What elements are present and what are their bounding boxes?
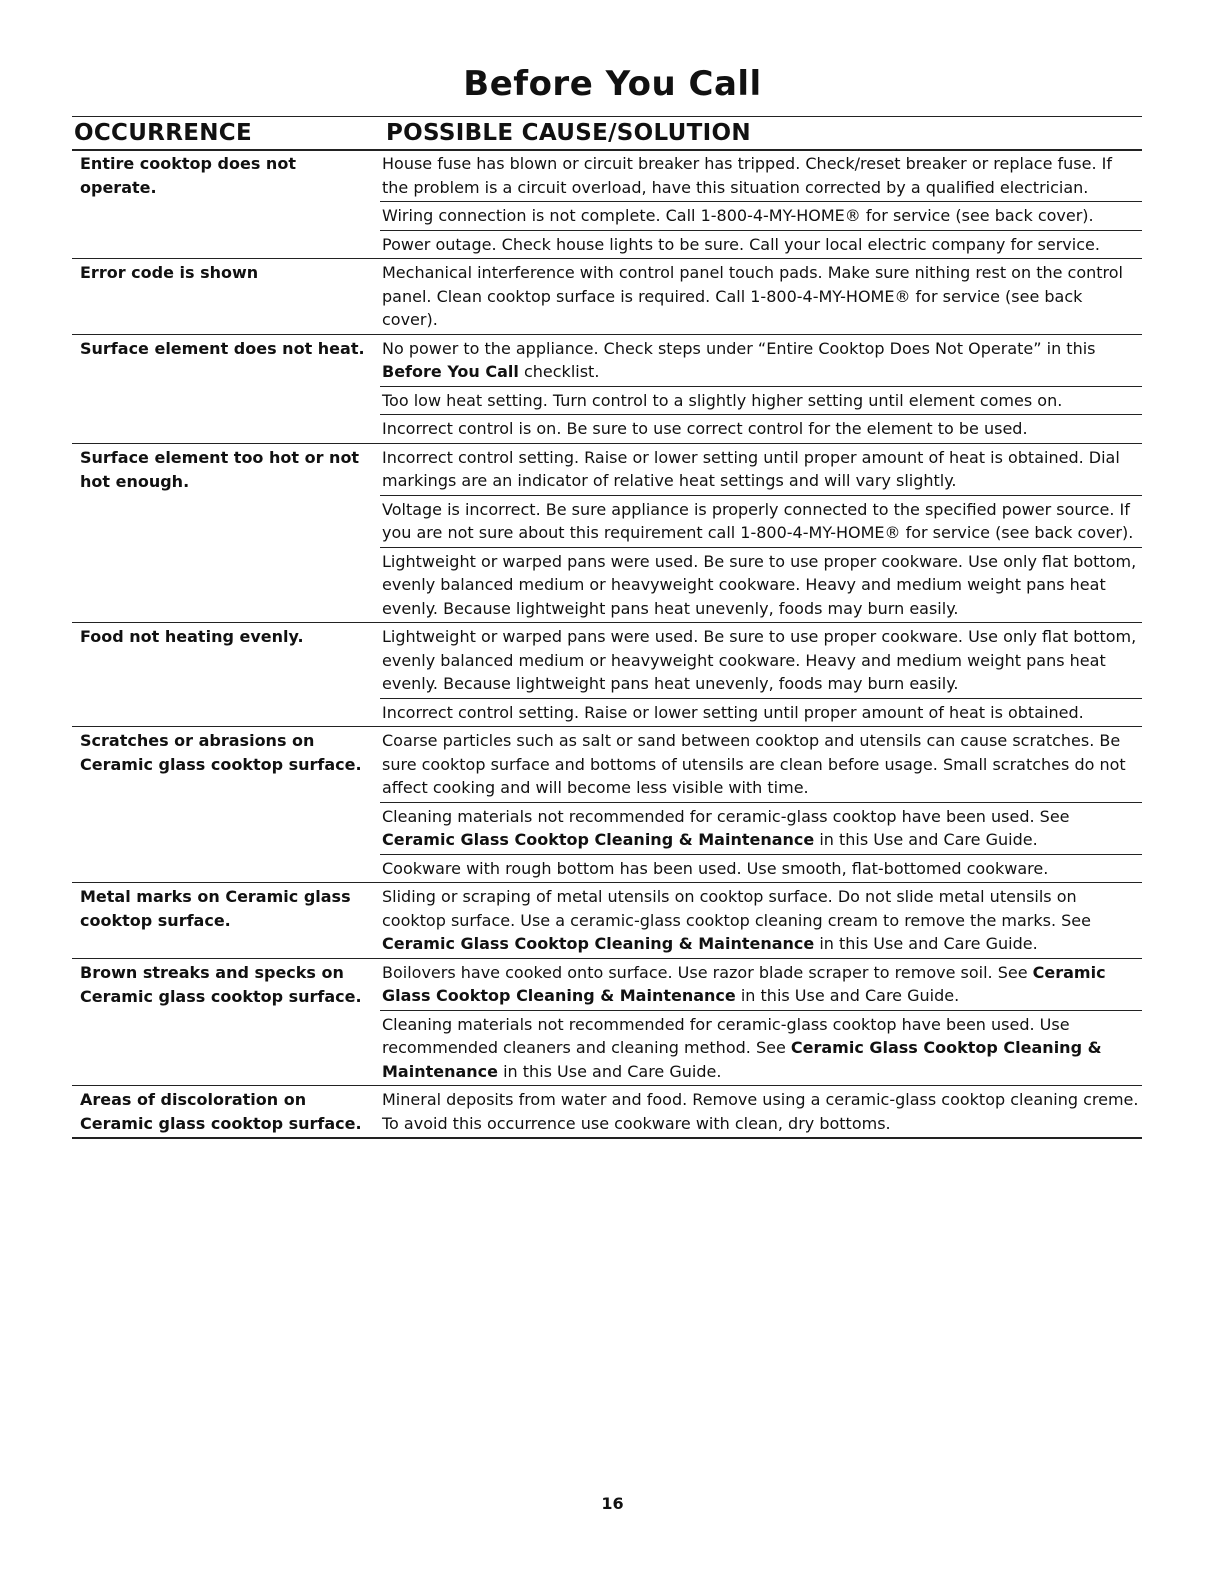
occurrence-label: Food not heating evenly.: [80, 627, 304, 646]
solution-text: Lightweight or warped pans were used. Be sure to use proper cookware. Use only flat bottom, evenly balanced medium or heavyweight cookware. Heavy and medium weight pans heat evenly. Because lightweight pans heat unevenly, foods may burn easily.: [382, 551, 1137, 618]
solution-text: in this Use and Care Guide.: [735, 986, 960, 1005]
occurrence-label: Areas of discoloration on Ceramic glass cooktop surface.: [80, 1090, 362, 1133]
solution-reference: Before You Call: [382, 362, 519, 381]
solution-item: [380, 1011, 1142, 1086]
solution-item: [380, 699, 1142, 727]
solution-item: [380, 855, 1142, 883]
solution-item: [380, 803, 1142, 855]
solution-list: [380, 335, 1142, 443]
solution-text: Incorrect control setting. Raise or lower setting until proper amount of heat is obtained. Dial markings are an indicator of relative heat settings and will vary slightly.: [382, 447, 1120, 490]
solution-reference: Ceramic Glass Cooktop Cleaning & Maintenance: [382, 962, 1106, 1005]
solution-text: House fuse has blown or circuit breaker has tripped. Check/reset breaker or replace fuse. If the problem is a circuit overload, have this situation corrected by a qualified electrician.: [382, 154, 1112, 197]
occurrence-label: Entire cooktop does not operate.: [80, 154, 296, 197]
solution-item: [380, 623, 1142, 699]
solution-item: [380, 548, 1142, 623]
table-row: [72, 959, 1142, 1087]
solution-item: [380, 959, 1142, 1011]
solution-text: Incorrect control setting. Raise or lower setting until proper amount of heat is obtained.: [382, 702, 1084, 722]
solution-item: [380, 335, 1142, 387]
occurrence-label: Brown streaks and specks on Ceramic glass cooktop surface.: [80, 962, 362, 1006]
solution-text: No power to the appliance. Check steps under “Entire Cooktop Does Not Operate” in this: [382, 338, 1096, 358]
table-row: [72, 259, 1142, 335]
solution-column-header: POSSIBLE CAUSE/SOLUTION: [386, 120, 751, 146]
solution-list: [380, 623, 1142, 726]
table-row: [72, 150, 1142, 259]
solution-text: Mechanical interference with control panel touch pads. Make sure nithing rest on the control panel. Clean cooktop surface is required. Call 1-800-4-MY-HOME® for service (see back cover).: [382, 263, 1123, 329]
solution-item: [380, 259, 1142, 334]
solution-text: in this Use and Care Guide.: [814, 934, 1038, 953]
table-header: [72, 116, 1142, 151]
solution-reference: Ceramic Glass Cooktop Cleaning & Maintenance: [382, 934, 815, 953]
solution-text: Cookware with rough bottom has been used. Use smooth, flat-bottomed cookware.: [382, 858, 1049, 878]
solution-item: [380, 415, 1142, 443]
occurrence-label: Surface element does not heat.: [80, 338, 365, 358]
solution-text: Power outage. Check house lights to be sure. Call your local electric company for service.: [382, 234, 1100, 254]
solution-list: [380, 444, 1142, 623]
troubleshooting-table: [72, 150, 1142, 1139]
solution-text: Mineral deposits from water and food. Remove using a ceramic-glass cooktop cleaning creme. To avoid this occurrence use cookware with clean, dry bottoms.: [382, 1090, 1139, 1133]
table-row: [72, 623, 1142, 727]
solution-item: [380, 231, 1142, 259]
solution-text: Boilovers have cooked onto surface. Use razor blade scraper to remove soil. See: [382, 962, 1033, 982]
solution-text: in this Use and Care Guide.: [498, 1061, 722, 1081]
solution-reference: Ceramic Glass Cooktop Cleaning & Maintenance: [382, 830, 815, 849]
occurrence-label: Metal marks on Ceramic glass cooktop surface.: [80, 887, 351, 930]
page-number: 16: [601, 1494, 624, 1513]
solution-text: Lightweight or warped pans were used. Be sure to use proper cookware. Use only flat bottom, evenly balanced medium or heavyweight cookware. Heavy and medium weight pans heat evenly. Because lightweight pans heat unevenly, foods may burn easily.: [382, 627, 1137, 693]
solution-text: Voltage is incorrect. Be sure appliance is properly connected to the specified power source. If you are not sure about this requirement call 1-800-4-MY-HOME® for service (see back cover).: [382, 499, 1134, 542]
occurrence-label: Error code is shown: [80, 263, 259, 282]
solution-text: in this Use and Care Guide.: [814, 830, 1038, 849]
page-title: Before You Call: [463, 64, 762, 104]
solution-item: [380, 1086, 1142, 1137]
solution-item: [380, 444, 1142, 496]
table-row: [72, 335, 1142, 444]
occurrence-column-header: OCCURRENCE: [74, 120, 252, 146]
solution-text: checklist.: [518, 362, 600, 381]
solution-list: [380, 1086, 1142, 1137]
solution-item: [380, 883, 1142, 958]
solution-text: Coarse particles such as salt or sand between cooktop and utensils can cause scratches. Be sure cooktop surface and bottoms of utensils are clean before usage. Small scratches do not affect cooking and will become less visible with time.: [382, 731, 1126, 797]
occurrence-label: Scratches or abrasions on Ceramic glass cooktop surface.: [80, 731, 362, 774]
table-row: [72, 1086, 1142, 1137]
solution-text: Cleaning materials not recommended for ceramic-glass cooktop have been used. See: [382, 806, 1070, 826]
solution-item: [380, 727, 1142, 803]
solution-list: [380, 259, 1142, 334]
solution-text: Cleaning materials not recommended for ceramic-glass cooktop have been used. Use recommended cleaners and cleaning method. See: [382, 1014, 1070, 1057]
solution-text: Wiring connection is not complete. Call 1-800-4-MY-HOME® for service (see back cover).: [382, 206, 1094, 225]
solution-item: [380, 202, 1142, 231]
solution-list: [380, 959, 1142, 1086]
solution-list: [380, 150, 1142, 258]
solution-item: [380, 387, 1142, 416]
solution-text: Incorrect control is on. Be sure to use correct control for the element to be used.: [382, 419, 1028, 438]
solution-item: [380, 496, 1142, 548]
solution-item: [380, 150, 1142, 202]
solution-reference: Ceramic Glass Cooktop Cleaning & Maintenance: [382, 1038, 1102, 1081]
solution-text: Sliding or scraping of metal utensils on cooktop surface. Do not slide metal utensils on cooktop surface. Use a ceramic-glass cooktop cleaning cream to remove the marks. See: [382, 887, 1091, 930]
solution-list: [380, 727, 1142, 882]
solution-list: [380, 883, 1142, 958]
table-row: [72, 727, 1142, 883]
solution-text: Too low heat setting. Turn control to a slightly higher setting until element comes on.: [382, 390, 1063, 410]
table-row: [72, 883, 1142, 959]
table-row: [72, 444, 1142, 624]
occurrence-label: Surface element too hot or not hot enough.: [80, 447, 360, 491]
